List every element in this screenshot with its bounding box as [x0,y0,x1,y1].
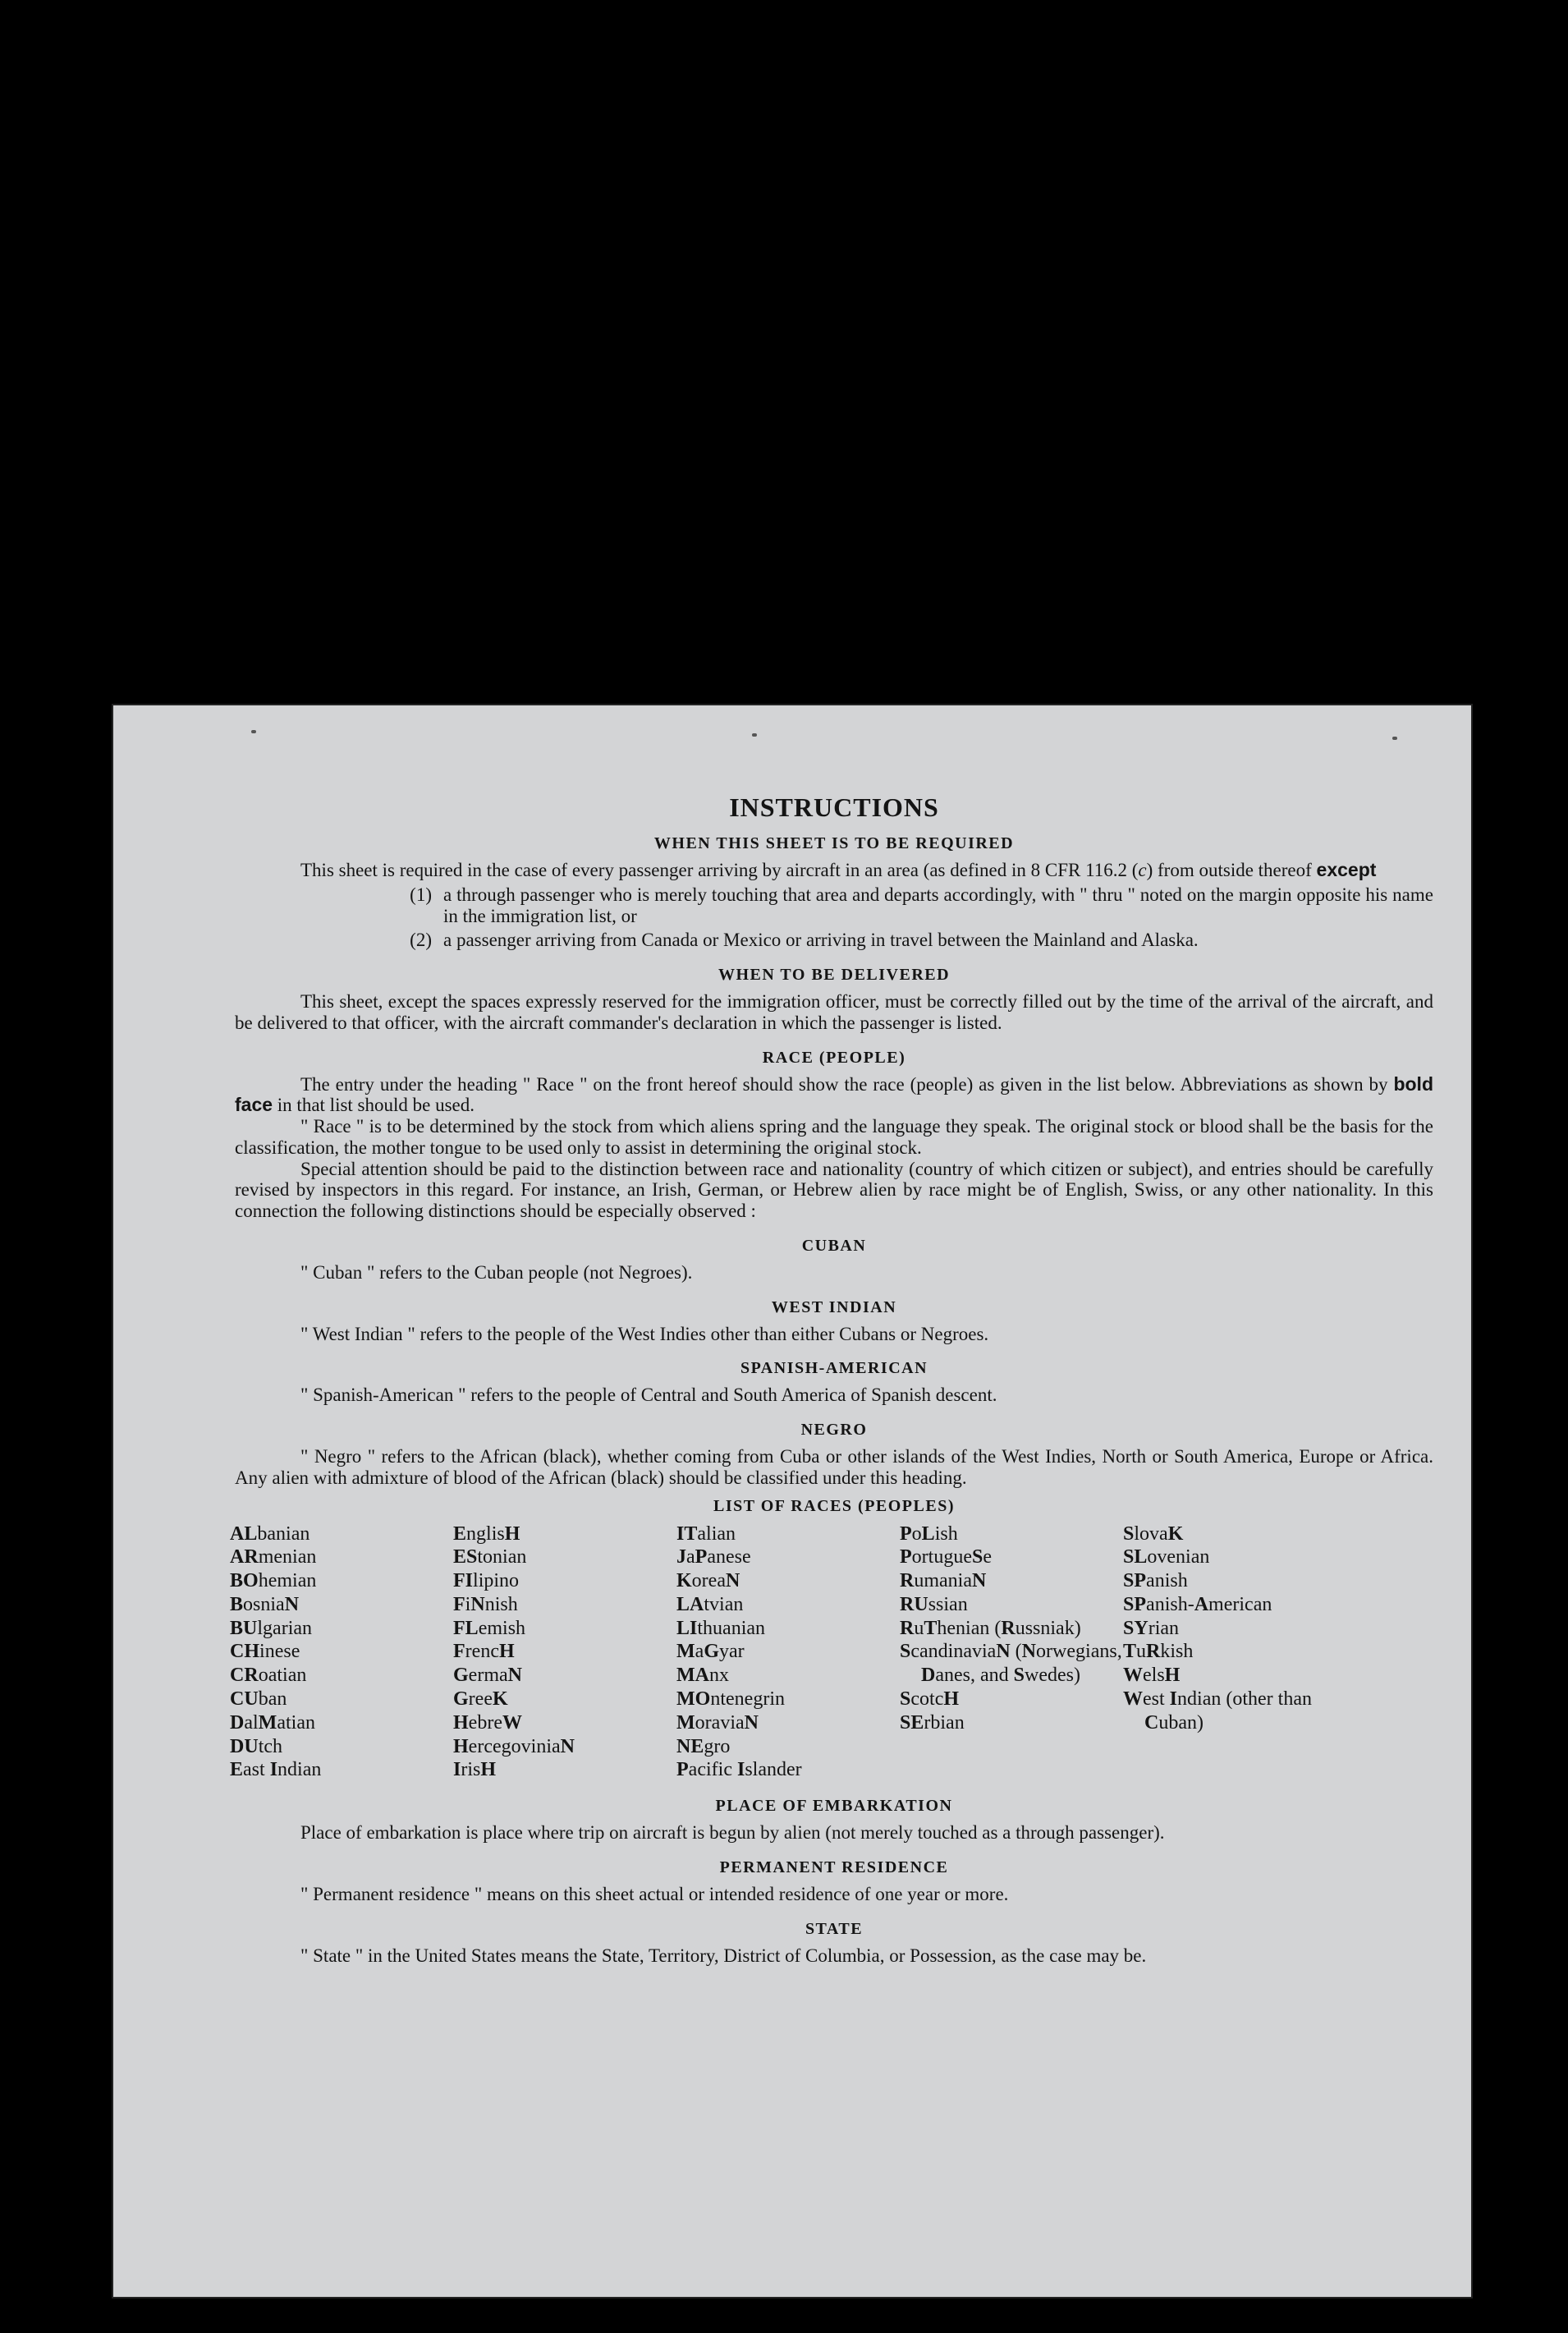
race-entry: ALbanian [230,1522,310,1545]
paper-speck [251,730,256,733]
race-entry: HercegoviniaN [453,1735,575,1757]
race-entry: DalMatian [230,1711,315,1734]
races-column [453,1522,676,1783]
race-entry: KoreaN [676,1570,740,1592]
heading-state: STATE [805,1919,864,1938]
heading-west-indian: WEST INDIAN [771,1297,897,1316]
race-entry: TuRkish [1123,1641,1194,1663]
race-entry: PoLish [900,1522,958,1545]
delivered-text: This sheet, except the spaces expressly reserved for the immigration officer, must be correctly filled out by the time of the arrival of the aircraft, and be delivered to that officer, with the aircraft commander's declaration in which the passenger is listed. [235,991,1433,1033]
heading-embarkation: PLACE OF EMBARKATION [715,1797,953,1816]
race-entry: HebreW [453,1711,522,1734]
race-entry: MaGyar [676,1641,745,1663]
race-entry: FIlipino [453,1570,520,1592]
races-column [900,1522,1123,1783]
race-entry: GreeK [453,1688,508,1711]
heading-residence: PERMANENT RESIDENCE [719,1858,949,1877]
race-entry: MAnx [676,1665,729,1687]
race-entry: CHinese [230,1641,300,1663]
races-column [230,1522,453,1783]
race-entry: East Indian [230,1759,322,1781]
negro-text: " Negro " refers to the African (black), whether coming from Cuba or other islands of the West Indies, North or South America, Europe or Africa. Any alien with admixture of blood of the African (black) should be classified under this heading. [235,1446,1433,1488]
race-entry: EStonian [453,1546,527,1568]
heading-race: RACE (PEOPLE) [762,1048,906,1067]
race-entry: MoraviaN [676,1711,759,1734]
race-entry: WelsH [1123,1665,1181,1687]
heading-negro: NEGRO [800,1421,868,1439]
instructions-content [230,792,1433,1967]
heading-when-required: WHEN THIS SHEET IS TO BE REQUIRED [653,834,1015,852]
races-list [230,1522,1433,1783]
race-entry: BosniaN [230,1593,300,1615]
race-entry: NEgro [676,1735,731,1757]
race-entry: SlovaK [1123,1522,1184,1545]
state-text: " State " in the United States means the State, Territory, District of Columbia, or Possession, as the case may be. [300,1945,1147,1966]
race-entry: EnglisH [453,1522,520,1545]
race-entry: SErbian [900,1711,965,1734]
heading-cuban: CUBAN [801,1236,867,1255]
exception-item: (1) a through passenger who is merely touching that area and departs accordingly, with " thru " noted on the margin opposite his name in the immigration list, or [410,884,1433,926]
race-paragraph-2: " Race " is to be determined by the stock from which aliens spring and the language they speak. The original stock or blood shall be the basis for the classification, the mother tongue to be used only to assist in determining the original stock. [235,1116,1433,1158]
race-paragraph-1: The entry under the heading " Race " on the front hereof should show the race (people) as given in the list below. Abbreviations as shown by bold face in that list should be used. [235,1072,1433,1116]
instruction-sheet [112,704,1473,2299]
race-entry: RumaniaN [900,1570,987,1592]
race-entry: SPanish-American [1123,1593,1272,1615]
race-entry: JaPanese [676,1546,751,1568]
race-entry: SYrian [1123,1617,1180,1639]
required-intro: This sheet is required in the case of every passenger arriving by aircraft in an area (as defined in 8 CFR 116.2 (c) from outside thereof except [300,859,1377,880]
heading-spanish-american: SPANISH-AMERICAN [740,1359,928,1378]
race-entry: West Indian (other than Cuban) [1123,1688,1312,1734]
race-entry: FrencH [453,1641,515,1663]
west-indian-text: " West Indian " refers to the people of the West Indies other than either Cubans or Negroes. [300,1323,989,1344]
race-entry: CUban [230,1688,287,1711]
race-entry: BUlgarian [230,1617,313,1639]
race-entry: LAtvian [676,1593,744,1615]
heading-when-delivered: WHEN TO BE DELIVERED [718,966,951,984]
exception-item: (2) a passenger arriving from Canada or Mexico or arriving in travel between the Mainland and Alaska. [410,930,1199,951]
races-column [1123,1522,1346,1783]
race-entry: FiNnish [453,1593,518,1615]
residence-text: " Permanent residence " means on this sheet actual or intended residence of one year or more. [300,1884,1009,1905]
heading-races-list: LIST OF RACES (PEOPLES) [713,1496,955,1515]
race-entry: FLemish [453,1617,526,1639]
page-title: INSTRUCTIONS [729,792,939,822]
race-entry: Pacific Islander [676,1759,802,1781]
race-entry: ITalian [676,1522,736,1545]
races-column [676,1522,900,1783]
race-entry: RUssian [900,1593,968,1615]
race-entry: RuThenian (Russniak) [900,1617,1081,1639]
race-entry: ScandinaviaN (Norwegians, Danes, and Swedes) [900,1641,1122,1687]
cuban-text: " Cuban " refers to the Cuban people (not Negroes). [300,1261,693,1283]
race-entry: MOntenegrin [676,1688,785,1711]
race-entry: IrisH [453,1759,497,1781]
race-entry: SPanish [1123,1570,1188,1592]
embarkation-text: Place of embarkation is place where trip on aircraft is begun by alien (not merely touched as a through passenger). [300,1822,1165,1844]
race-entry: GermaN [453,1665,522,1687]
paper-speck [1392,737,1397,740]
paper-speck [752,733,757,737]
race-entry: PortugueSe [900,1546,993,1568]
race-entry: SLovenian [1123,1546,1210,1568]
race-entry: ScotcH [900,1688,960,1711]
race-paragraph-3: Special attention should be paid to the distinction between race and nationality (country of which citizen or subject), and entries should be carefully revised by inspectors in this regard. For instance, an Irish, German, or Hebrew alien by race might be of English, Swiss, or any other nationality. In this connection the following distinctions should be especially observed : [235,1158,1433,1221]
race-entry: ARmenian [230,1546,317,1568]
race-entry: DUtch [230,1735,283,1757]
race-entry: LIthuanian [676,1617,766,1639]
race-entry: BOhemian [230,1570,317,1592]
race-entry: CRoatian [230,1665,307,1687]
spanish-american-text: " Spanish-American " refers to the people of Central and South America of Spanish descent. [300,1385,997,1406]
